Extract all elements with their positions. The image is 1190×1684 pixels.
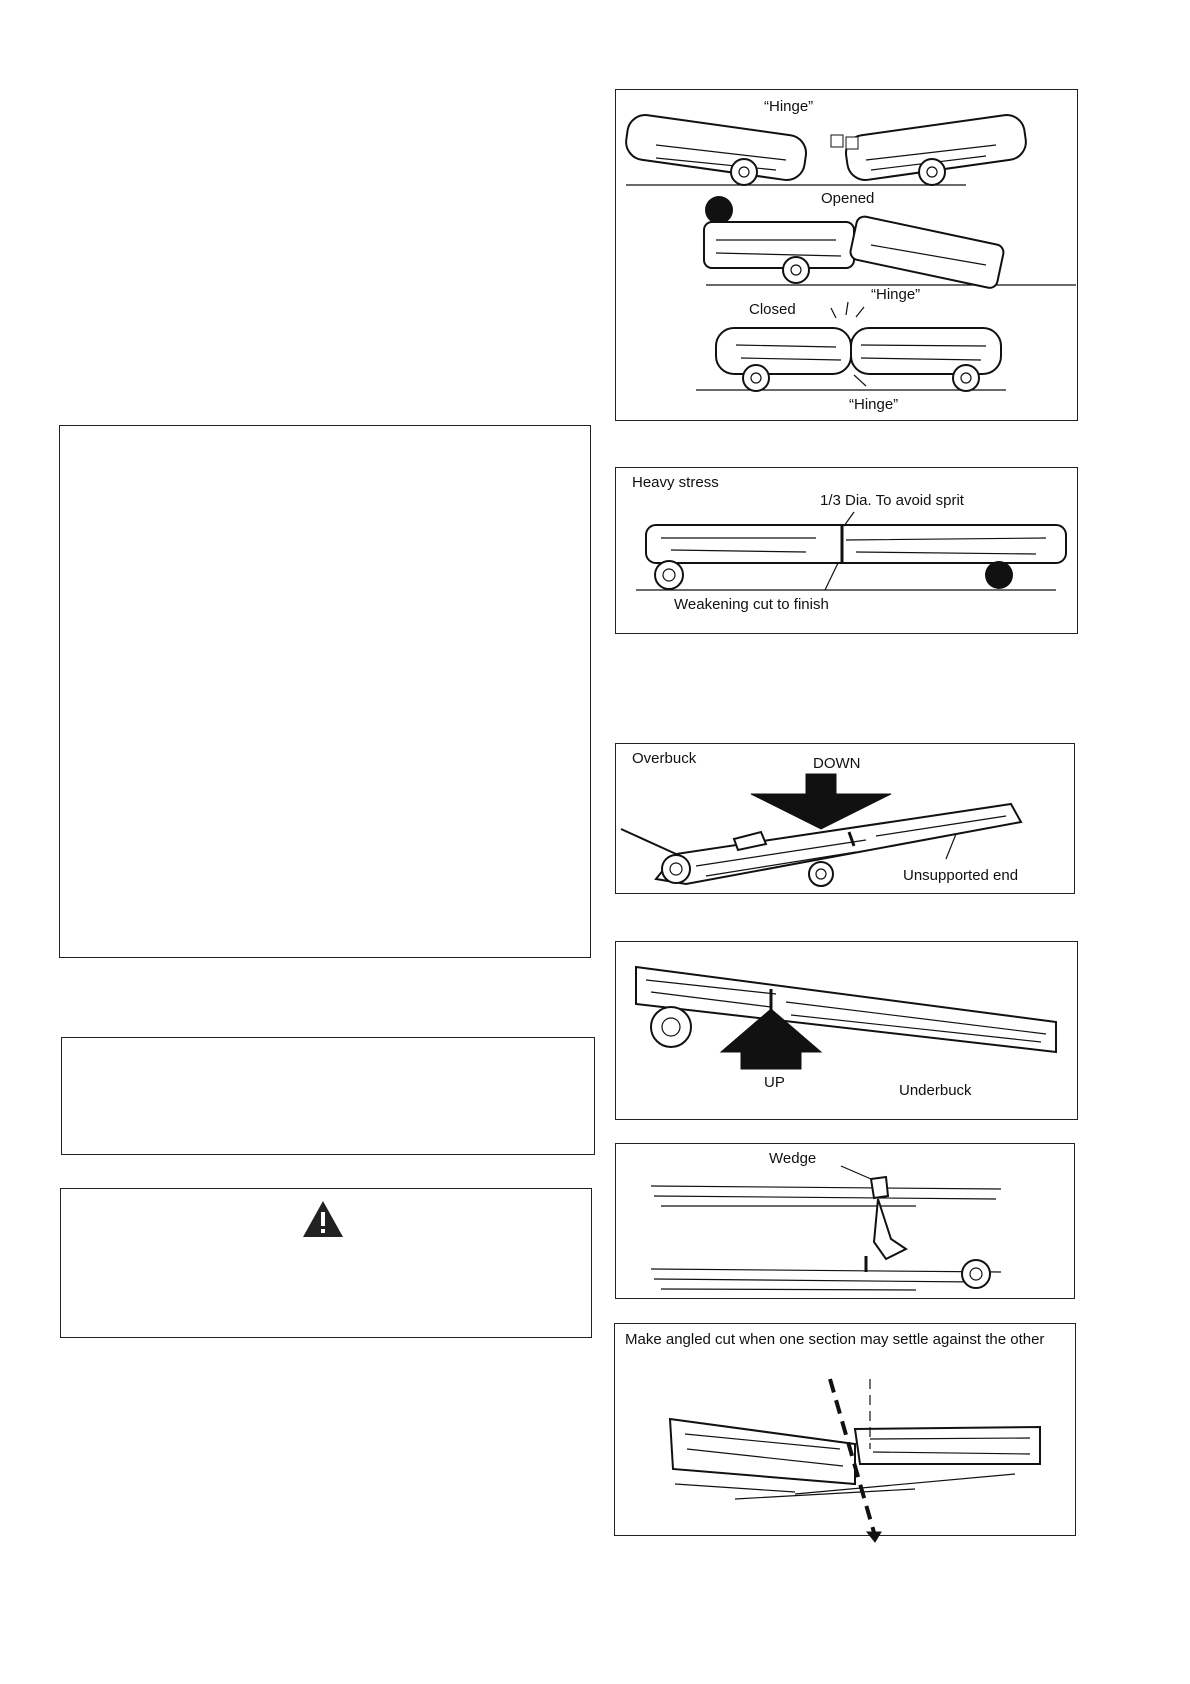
info-box-large	[59, 425, 591, 958]
label-weakening: Weakening cut to finish	[674, 596, 829, 613]
hinge-illustration	[616, 90, 1079, 422]
underbuck-illustration	[616, 942, 1079, 1121]
figure-heavy-stress	[615, 467, 1078, 634]
label-hinge-mid: “Hinge”	[871, 286, 921, 303]
figure-overbuck	[615, 743, 1075, 894]
label-unsupported-end: Unsupported end	[903, 867, 1019, 884]
label-underbuck: Underbuck	[899, 1082, 972, 1099]
label-heavy-stress: Heavy stress	[632, 474, 719, 491]
angled-cut-illustration	[615, 1324, 1077, 1537]
figure-wedge	[615, 1143, 1075, 1299]
label-up: UP	[764, 1074, 785, 1091]
figure-underbuck	[615, 941, 1078, 1120]
label-down: DOWN	[813, 755, 861, 772]
info-box-small	[61, 1037, 595, 1155]
warning-triangle-icon	[301, 1199, 345, 1239]
label-overbuck: Overbuck	[632, 750, 697, 767]
label-closed: Closed	[749, 301, 796, 318]
warning-box	[60, 1188, 592, 1338]
label-angled-cut: Make angled cut when one section may settle against the other	[625, 1331, 1045, 1348]
wedge-illustration	[616, 1144, 1076, 1300]
label-wedge: Wedge	[769, 1150, 817, 1167]
label-hinge-bottom: “Hinge”	[849, 396, 899, 413]
figure-hinge	[615, 89, 1078, 421]
label-opened: Opened	[821, 190, 875, 207]
label-dia: 1/3 Dia. To avoid sprit	[820, 492, 964, 509]
label-hinge-top: “Hinge”	[764, 98, 814, 115]
figure-angled-cut	[614, 1323, 1076, 1536]
